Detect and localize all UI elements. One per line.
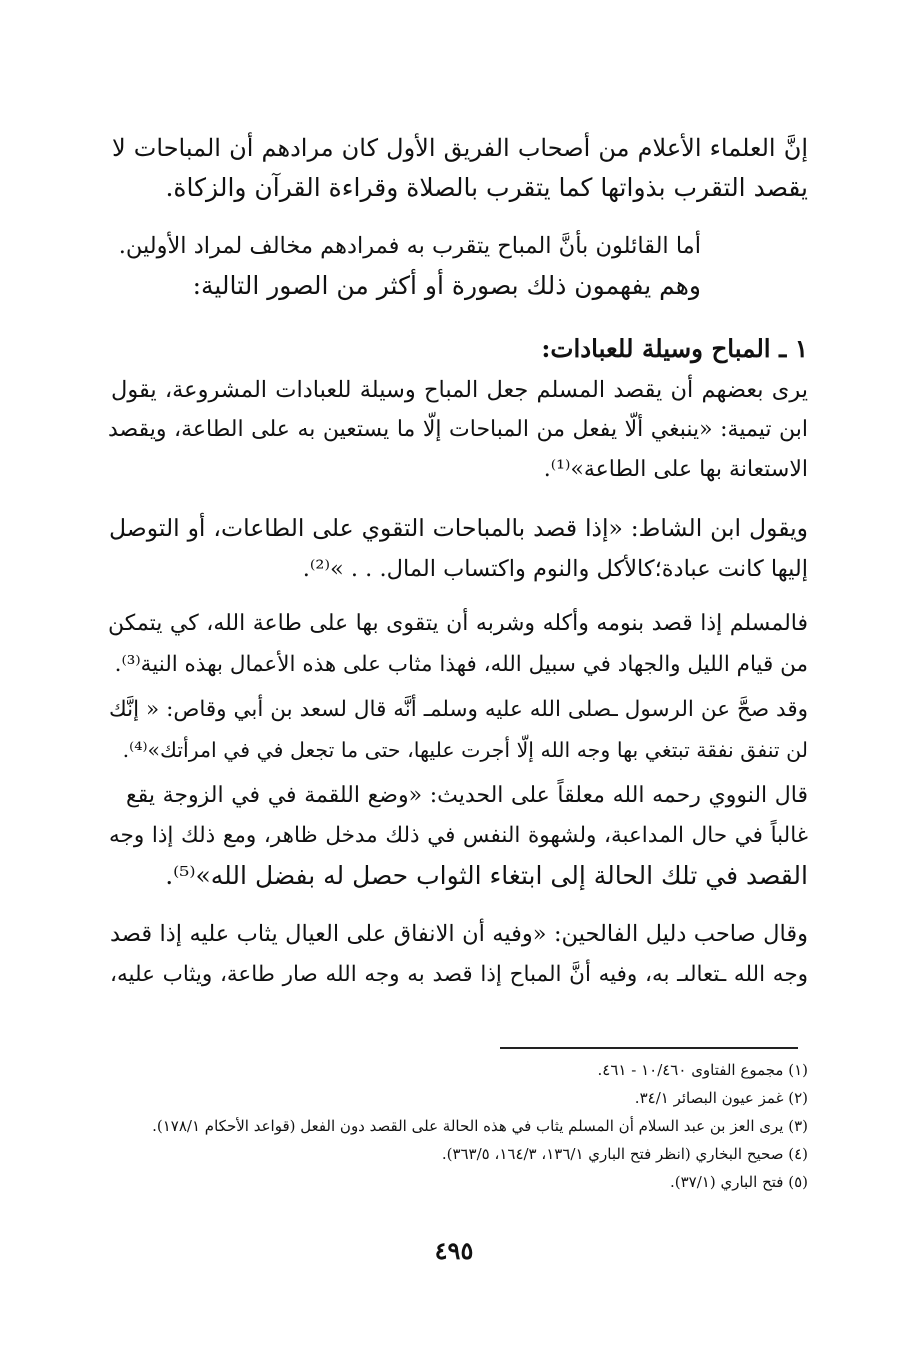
footnote-item: (٢) غمز عيون البصائر ٣٤/١. [634,1089,808,1107]
body-line: قال النووي رحمه الله معلقاً على الحديث: «وضع اللقمة في في الزوجة يقع [126,783,808,808]
section-heading: ١ ـ المباح وسيلة للعبادات: [541,334,808,363]
body-line: يقصد التقرب بذواتها كما يتقرب بالصلاة وقراءة القرآن والزكاة. [165,173,808,202]
body-line: وقال صاحب دليل الفالحين: «وفيه أن الانفاق على العيال يثاب عليه إذا قصد [110,921,808,947]
footnote-item: (٤) صحيح البخاري (انظر فتح الباري ١٣٦/١، ١٦٤/٣، ٣٦٣/٥). [441,1145,808,1163]
body-line: إنَّ العلماء الأعلام من أصحاب الفريق الأول كان مرادهم أن المباحات لا [112,134,808,162]
body-line: غالباً في حال المداعبة، ولشهوة النفس في ذلك مدخل ظاهر، ومع ذلك إذا وجه [109,823,808,848]
body-line: وجه الله ـتعالىـ به، وفيه أنَّ المباح إذا قصد به وجه الله صار طاعة، ويثاب عليه، [110,962,808,987]
body-line: وقد صحَّ عن الرسول ـصلى الله عليه وسلمـ أنَّه قال لسعد بن أبي وقاص: « إنَّك [109,697,808,722]
body-line: إليها كانت عبادة؛كالأكل والنوم واكتساب المال. . . »⁽²⁾. [302,556,808,582]
body-line: فالمسلم إذا قصد بنومه وأكله وشربه أن يتقوى بها على طاعة الله، كي يتمكن [108,611,808,636]
footnote-item: (٥) فتح الباري (٣٧/١). [670,1173,808,1191]
body-line: من قيام الليل والجهاد في سبيل الله، فهذا مثاب على هذه الأعمال بهذه النية⁽³⁾. [114,652,808,677]
body-line: لن تنفق نفقة تبتغي بها وجه الله إلّا أجرت عليها، حتى ما تجعل في في امرأتك»⁽⁴⁾. [122,738,808,762]
footnote-item: (١) مجموع الفتاوى ١٠/٤٦٠ - ٤٦١. [597,1061,808,1079]
body-line: أما القائلون بأنَّ المباح يتقرب به فمرادهم مخالف لمراد الأولين. [118,233,701,259]
body-line: يرى بعضهم أن يقصد المسلم جعل المباح وسيلة للعبادات المشروعة، يقول [111,377,808,403]
body-line: وهم يفهمون ذلك بصورة أو أكثر من الصور التالية: [192,271,701,300]
footnote-item: (٣) يرى العز بن عبد السلام أن المسلم يثاب في هذه الحالة على القصد دون الفعل (قواعد الأحكام ١٧٨/١). [152,1117,808,1135]
body-line: ابن تيمية: «ينبغي ألّا يفعل من المباحات إلّا ما يستعين به على الطاعة، ويقصد [108,417,808,442]
body-line: الاستعانة بها على الطاعة»⁽¹⁾. [543,457,808,482]
page-number: ٤٩٥ [434,1236,474,1265]
body-line: القصد في تلك الحالة إلى ابتغاء الثواب حصل له بفضل الله»⁽⁵⁾. [165,861,808,890]
body-line: ويقول ابن الشاط: «إذا قصد بالمباحات التقوي على الطاعات، أو التوصل [109,514,808,542]
footnote-separator [500,1047,798,1049]
